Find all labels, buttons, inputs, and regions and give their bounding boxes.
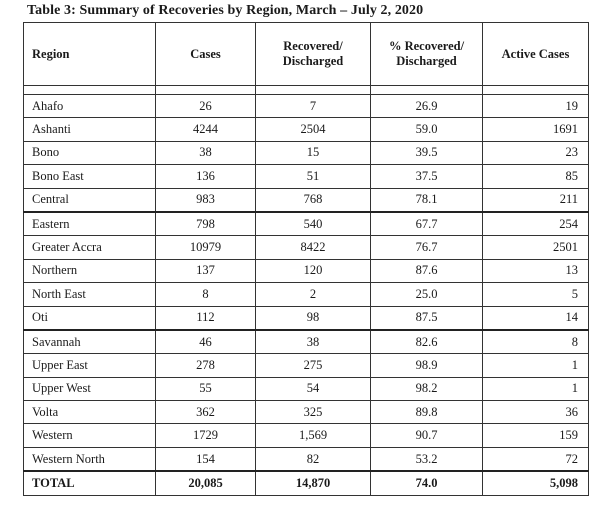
cell-pct-recovered: 25.0 [371, 283, 483, 306]
cell-cases: 154 [156, 447, 256, 471]
cell-recovered: 1,569 [256, 424, 371, 447]
cell-cases: 798 [156, 212, 256, 236]
cell-recovered: 540 [256, 212, 371, 236]
cell-recovered: 2 [256, 283, 371, 306]
header-recovered [256, 23, 371, 86]
header-pct-line1: % Recovered/ [388, 39, 465, 53]
table-row [24, 259, 589, 282]
table-row [24, 377, 589, 400]
cell-cases: 362 [156, 401, 256, 424]
cell-pct-recovered: 78.1 [371, 188, 483, 212]
cell-active-cases: 23 [483, 141, 589, 164]
total-label: TOTAL [24, 471, 156, 496]
cell-cases: 10979 [156, 236, 256, 259]
total-row [24, 471, 589, 496]
cell-recovered: 54 [256, 377, 371, 400]
cell-pct-recovered: 90.7 [371, 424, 483, 447]
cell-region: Eastern [24, 212, 156, 236]
cell-pct-recovered: 26.9 [371, 95, 483, 118]
table-caption: Table 3: Summary of Recoveries by Region, March – July 2, 2020 [27, 3, 424, 18]
cell-cases: 55 [156, 377, 256, 400]
header-region: Region [24, 23, 156, 86]
cell-active-cases: 1691 [483, 118, 589, 141]
table-row [24, 236, 589, 259]
cell-recovered: 38 [256, 330, 371, 354]
table-row [24, 447, 589, 471]
cell-pct-recovered: 87.6 [371, 259, 483, 282]
table-row [24, 330, 589, 354]
table-row [24, 424, 589, 447]
total-cases: 20,085 [156, 471, 256, 496]
cell-active-cases: 85 [483, 165, 589, 188]
cell-recovered: 2504 [256, 118, 371, 141]
cell-region: Volta [24, 401, 156, 424]
cell-recovered: 82 [256, 447, 371, 471]
cell-pct-recovered: 87.5 [371, 306, 483, 330]
cell-pct-recovered: 76.7 [371, 236, 483, 259]
cell-region: Western North [24, 447, 156, 471]
cell-region: Oti [24, 306, 156, 330]
table-row [24, 401, 589, 424]
cell-region: Central [24, 188, 156, 212]
table-row [24, 95, 589, 118]
cell-cases: 26 [156, 95, 256, 118]
header-pct-recovered [371, 23, 483, 86]
table-row [24, 283, 589, 306]
cell-active-cases: 8 [483, 330, 589, 354]
header-pct-line2: Discharged [396, 54, 457, 68]
cell-region: Bono East [24, 165, 156, 188]
cell-pct-recovered: 98.9 [371, 354, 483, 377]
cell-cases: 136 [156, 165, 256, 188]
cell-pct-recovered: 67.7 [371, 212, 483, 236]
cell-recovered: 120 [256, 259, 371, 282]
cell-region: Upper East [24, 354, 156, 377]
cell-active-cases: 13 [483, 259, 589, 282]
cell-active-cases: 211 [483, 188, 589, 212]
cell-cases: 278 [156, 354, 256, 377]
table-row [24, 306, 589, 330]
header-recovered-line2: Discharged [282, 54, 344, 68]
total-pct: 74.0 [371, 471, 483, 496]
cell-recovered: 325 [256, 401, 371, 424]
table-body [24, 86, 589, 472]
cell-recovered: 7 [256, 95, 371, 118]
cell-active-cases: 36 [483, 401, 589, 424]
cell-active-cases: 1 [483, 377, 589, 400]
total-active: 5,098 [483, 471, 589, 496]
cell-region: North East [24, 283, 156, 306]
cell-pct-recovered: 89.8 [371, 401, 483, 424]
cell-recovered: 275 [256, 354, 371, 377]
cell-pct-recovered: 39.5 [371, 141, 483, 164]
cell-active-cases: 254 [483, 212, 589, 236]
cell-pct-recovered: 37.5 [371, 165, 483, 188]
cell-active-cases: 159 [483, 424, 589, 447]
cell-cases: 1729 [156, 424, 256, 447]
cell-cases: 8 [156, 283, 256, 306]
header-row [24, 23, 589, 86]
recoveries-table [23, 22, 589, 496]
table-row [24, 165, 589, 188]
cell-region: Bono [24, 141, 156, 164]
cell-active-cases: 14 [483, 306, 589, 330]
header-active-cases: Active Cases [483, 23, 589, 86]
cell-region: Greater Accra [24, 236, 156, 259]
total-recovered: 14,870 [256, 471, 371, 496]
cell-cases: 137 [156, 259, 256, 282]
header-cases: Cases [156, 23, 256, 86]
cell-pct-recovered: 98.2 [371, 377, 483, 400]
cell-region: Ahafo [24, 95, 156, 118]
cell-pct-recovered: 82.6 [371, 330, 483, 354]
cell-cases: 38 [156, 141, 256, 164]
table-row [24, 188, 589, 212]
cell-recovered: 8422 [256, 236, 371, 259]
cell-region: Northern [24, 259, 156, 282]
header-recovered-line1: Recovered/ [283, 39, 343, 53]
cell-cases: 46 [156, 330, 256, 354]
cell-pct-recovered: 53.2 [371, 447, 483, 471]
cell-recovered: 98 [256, 306, 371, 330]
cell-active-cases: 2501 [483, 236, 589, 259]
cell-recovered: 51 [256, 165, 371, 188]
cell-region: Upper West [24, 377, 156, 400]
cell-active-cases: 19 [483, 95, 589, 118]
cell-recovered: 15 [256, 141, 371, 164]
cell-region: Savannah [24, 330, 156, 354]
table-row [24, 118, 589, 141]
table-row [24, 212, 589, 236]
cell-region: Western [24, 424, 156, 447]
cell-active-cases: 72 [483, 447, 589, 471]
cell-active-cases: 5 [483, 283, 589, 306]
table-row [24, 354, 589, 377]
cell-pct-recovered: 59.0 [371, 118, 483, 141]
cell-region: Ashanti [24, 118, 156, 141]
spacer-row [24, 86, 589, 95]
cell-recovered: 768 [256, 188, 371, 212]
cell-cases: 112 [156, 306, 256, 330]
cell-cases: 983 [156, 188, 256, 212]
cell-cases: 4244 [156, 118, 256, 141]
cell-active-cases: 1 [483, 354, 589, 377]
table-row [24, 141, 589, 164]
